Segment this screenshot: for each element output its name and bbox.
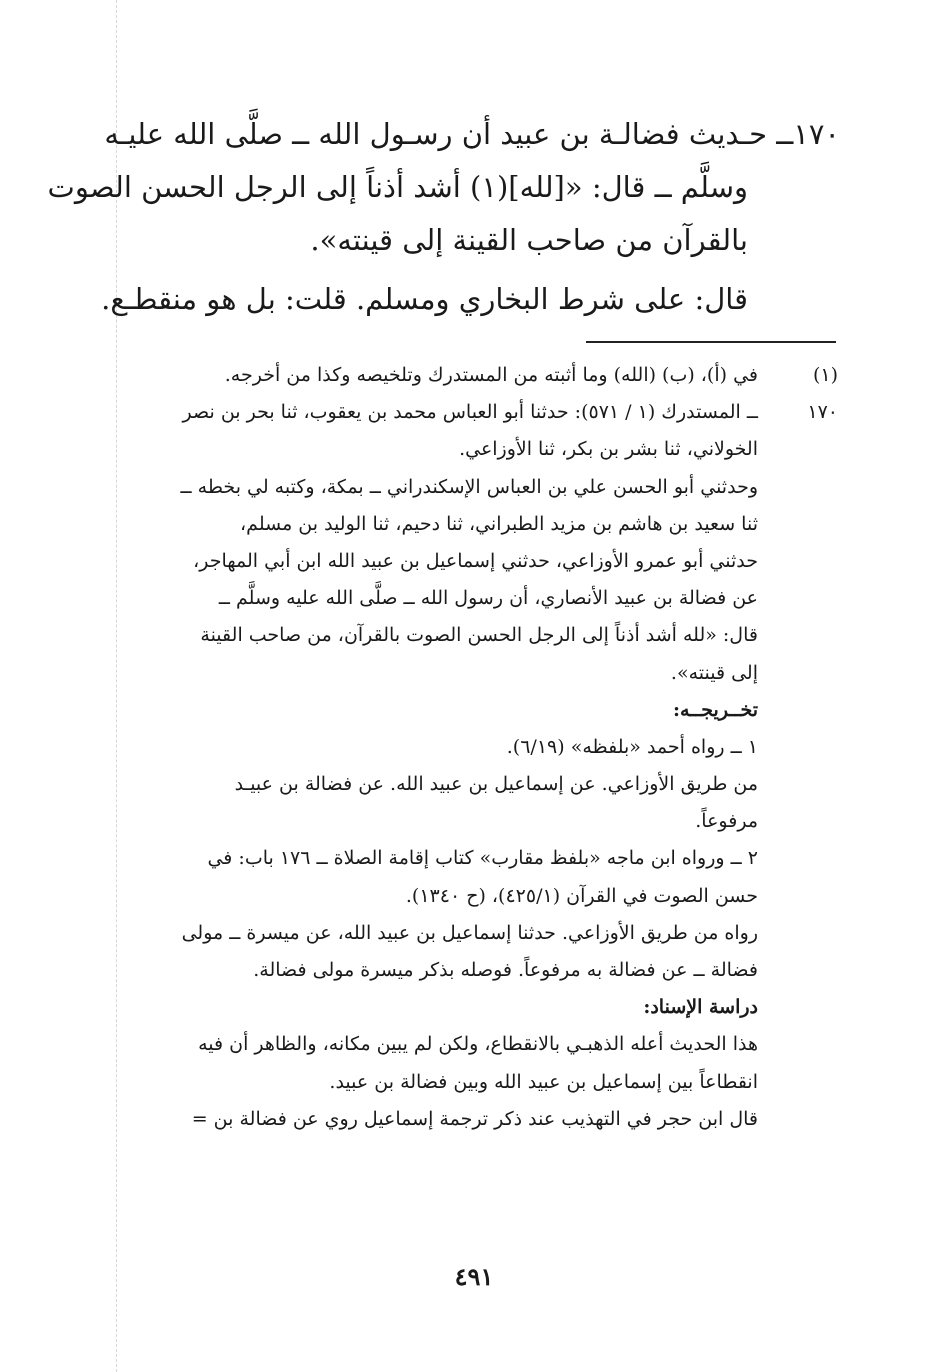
isnad-heading: دراسة الإسناد: bbox=[643, 996, 758, 1019]
page-number: ٤٩١ bbox=[454, 1262, 494, 1291]
takhrij-line: حسن الصوت في القرآن (٤٢٥/١)، (ح ١٣٤٠). bbox=[405, 884, 758, 907]
main-hadith-block bbox=[47, 108, 840, 326]
takhrij-line: ٢ ــ ورواه ابن ماجه «بلفظ مقارب» كتاب إقامة الصلاة ــ ١٧٦ باب: في bbox=[207, 847, 758, 870]
commentary-line: إلى قينته». bbox=[670, 661, 758, 684]
commentary-line: قال: «لله أشد أذناً إلى الرجل الحسن الصوت بالقرآن، من صاحب القينة bbox=[200, 624, 758, 647]
hadith-ruling: قال: على شرط البخاري ومسلم. قلت: بل هو منقطـع. bbox=[101, 282, 748, 316]
commentary-number: ١٧٠ bbox=[807, 401, 838, 424]
commentary-line: حدثني أبو عمرو الأوزاعي، حدثني إسماعيل بن عبيد الله ابن أبي المهاجر، bbox=[193, 549, 758, 572]
hadith-line-3: بالقرآن من صاحب القينة إلى قينته». bbox=[310, 223, 748, 257]
takhrij-line: ١ ــ رواه أحمد «بلفظه» (٦/١٩). bbox=[506, 735, 758, 758]
commentary-text: ــ المستدرك (١ / ٥٧١): حدثنا أبو العباس محمد بن يعقوب، ثنا بحر بن نصر bbox=[182, 401, 758, 424]
footnote-number: (١) bbox=[812, 364, 838, 386]
takhrij-line: من طريق الأوزاعي. عن إسماعيل بن عبيد الله. عن فضالة بن عبيـد bbox=[234, 773, 758, 796]
isnad-line: قال ابن حجر في التهذيب عند ذكر ترجمة إسماعيل روي عن فضالة بن = bbox=[191, 1107, 758, 1130]
takhrij-line: رواه من طريق الأوزاعي. حدثنا إسماعيل بن عبيد الله، عن ميسرة ــ مولى bbox=[181, 921, 758, 944]
commentary-line: الخولاني، ثنا بشر بن بكر، ثنا الأوزاعي. bbox=[459, 438, 758, 461]
hadith-number: ١٧٠ bbox=[793, 117, 840, 151]
isnad-line: انقطاعاً بين إسماعيل بن عبيد الله وبين فضالة بن عبيد. bbox=[329, 1070, 758, 1093]
footnote-line bbox=[138, 357, 838, 394]
isnad-line: هذا الحديث أعله الذهبـي بالانقطاع، ولكن لم يبين مكانه، والظاهر أن فيه bbox=[198, 1033, 758, 1056]
takhrij-line: مرفوعاً. bbox=[695, 810, 758, 833]
hadith-line-1 bbox=[106, 108, 840, 161]
footnote-text: في (أ)، (ب) (الله) وما أثبته من المستدرك وتلخيصه وكذا من أخرجه. bbox=[224, 364, 758, 386]
takhrij-line: فضالة ــ عن فضالة به مرفوعاً. فوصله بذكر ميسرة مولى فضالة. bbox=[253, 959, 758, 981]
footnote-separator bbox=[586, 341, 836, 343]
commentary-line bbox=[138, 394, 838, 431]
takhrij-heading: تخــريجــه: bbox=[672, 698, 758, 721]
commentary-line: ثنا سعيد بن هاشم بن مزيد الطبراني، ثنا دحيم، ثنا الوليد بن مسلم، bbox=[240, 512, 758, 535]
commentary-line: عن فضالة بن عبيد الأنصاري، أن رسول الله ــ صلَّى الله عليه وسلَّم ــ bbox=[218, 587, 758, 610]
commentary-line: وحدثني أبو الحسن علي بن العباس الإسكندراني ــ بمكة، وكتبه لي بخطه ــ bbox=[180, 475, 758, 498]
hadith-text: ــ حـديث فضالـة بن عبيد أن رسـول الله ــ صلَّى الله عليـه bbox=[104, 117, 794, 151]
notes-block bbox=[138, 357, 838, 1138]
hadith-line-2: وسلَّم ــ قال: «[لله](١) أشد أذناً إلى الرجل الحسن الصوت bbox=[47, 170, 748, 204]
